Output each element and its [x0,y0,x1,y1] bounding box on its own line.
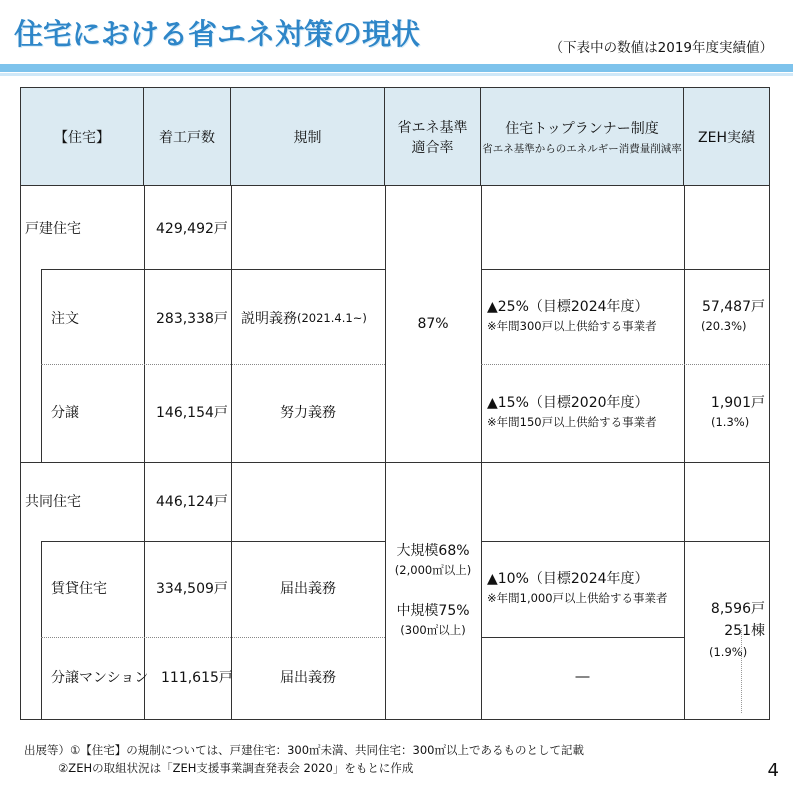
row-detached-sale-toprunner-note: ※年間150戸以上供給する事業者 [487,415,657,429]
fiscal-year-note: （下表中の数値は2019年度実績値） [549,40,773,56]
row-custom-toprunner-note: ※年間300戸以上供給する事業者 [487,319,657,333]
header-regulation: 規制 [231,88,385,186]
multi-compliance-medium: 中規模75% [396,603,470,619]
header-housing: 【住宅】 [21,88,144,186]
row-condo-label: 分譲マンション [51,670,149,686]
header-starts: 着工戸数 [144,88,231,186]
row-detached-sale-toprunner: ▲15%（目標2020年度） [487,395,649,411]
row-custom-regulation: 説明義務 (2021.4.1~) [241,311,367,327]
multi-zeh-buildings: 251棟 [724,623,765,639]
multi-compliance-large-note: (2,000㎡以上) [394,563,472,577]
row-detached-sale-starts: 146,154戸 [156,405,228,421]
row-rental-starts: 334,509戸 [156,581,228,597]
row-detached-label: 戸建住宅 [25,221,81,237]
row-multi-label: 共同住宅 [25,494,81,510]
row-custom-label: 注文 [51,311,79,327]
page-title: 住宅における省エネ対策の現状 [14,17,421,51]
row-detached-sale-label: 分譲 [51,405,79,421]
row-detached-sale-zeh: 1,901戸 [710,395,765,411]
housing-energy-table [20,87,770,720]
row-detached-sale-regulation: 努力義務 [280,405,336,421]
row-condo-toprunner: ― [575,669,590,685]
title-underline-thin [0,73,793,76]
multi-compliance-large: 大規模68% [396,543,470,559]
row-detached-starts: 429,492戸 [156,221,228,237]
row-custom-zeh-pct: (20.3%) [701,319,747,333]
row-rental-toprunner-note: ※年間1,000戸以上供給する事業者 [487,591,668,605]
row-detached-sale-zeh-pct: (1.3%) [711,415,750,429]
row-custom-starts: 283,338戸 [156,311,228,327]
row-rental-toprunner: ▲10%（目標2024年度） [487,571,649,587]
multi-zeh-units: 8,596戸 [710,601,765,617]
header-zeh: ZEH実績 [684,88,769,186]
row-rental-label: 賃貸住宅 [51,581,107,597]
detached-compliance-rate: 87% [417,316,449,332]
row-custom-toprunner: ▲25%（目標2024年度） [487,299,649,315]
footnote-1: 出展等）①【住宅】の規制については、戸建住宅：300㎡未満、共同住宅：300㎡以上であるものとして記載 [24,743,584,757]
multi-compliance-medium-note: (300㎡以上) [400,623,466,637]
row-condo-starts: 111,615戸 [161,670,233,686]
footnote-2: ②ZEHの取組状況は「ZEH支援事業調査発表会 2020」をもとに作成 [58,761,414,775]
row-custom-zeh: 57,487戸 [702,299,765,315]
title-underline-bar [0,64,793,72]
row-multi-starts: 446,124戸 [156,494,228,510]
row-rental-regulation: 届出義務 [280,581,336,597]
header-compliance: 省エネ基準 適合率 [385,88,481,186]
page-number: 4 [767,760,779,781]
header-toprunner: 住宅トップランナー制度 省エネ基準からのエネルギー消費量削減率 [481,88,684,186]
multi-zeh-pct: (1.9%) [709,645,748,659]
row-condo-regulation: 届出義務 [280,670,336,686]
